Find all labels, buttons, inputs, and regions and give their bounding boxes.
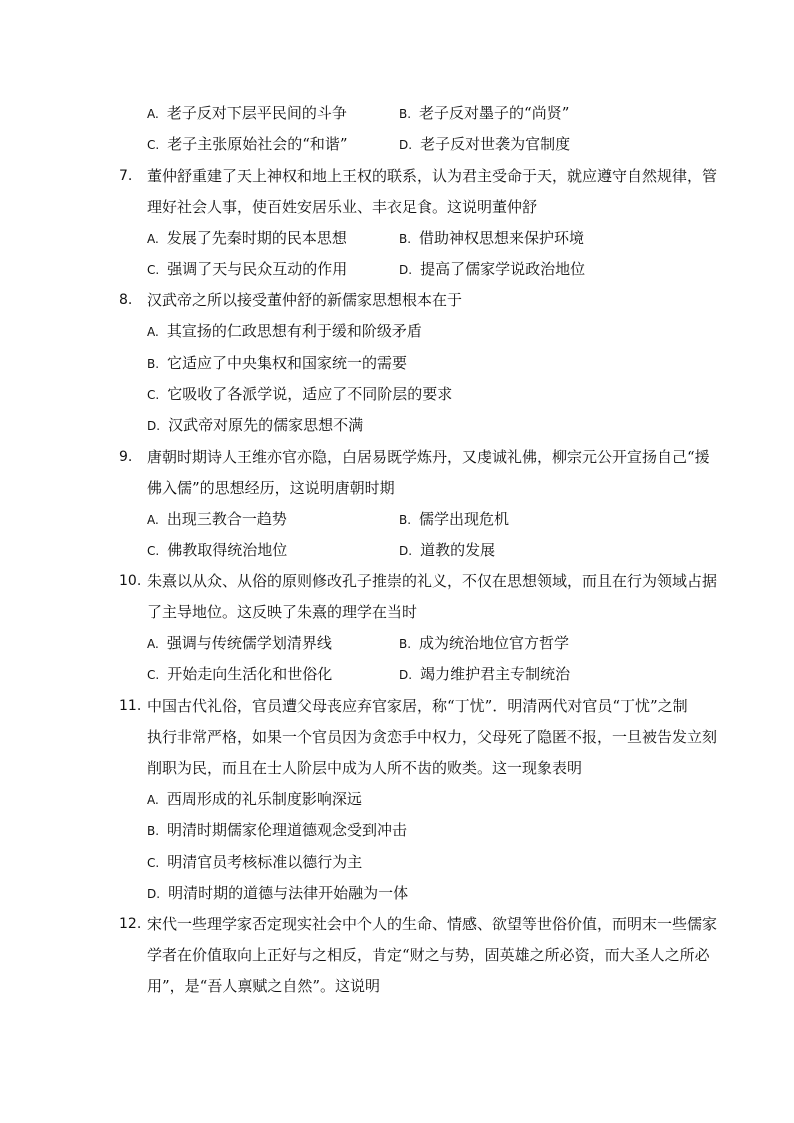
q7-stem-line-1: 董仲舒重建了天上神权和地上王权的联系，认为君主受命于天，就应遵守自然规律，管 xyxy=(147,167,718,185)
q8-option-a-label: A. xyxy=(147,325,159,339)
q7-option-c-text: 强调了天与民众互动的作用 xyxy=(167,260,348,278)
q10-option-b-label: B. xyxy=(399,637,412,651)
q12-stem-line-3: 用”，是“吾人禀赋之自然”。这说明 xyxy=(147,977,381,995)
q12-stem-line-1: 宋代一些理学家否定现实社会中个人的生命、情感、欲望等世俗价值，而明末一些儒家 xyxy=(147,915,718,933)
q8-stem-line-1: 汉武帝之所以接受董仲舒的新儒家思想根本在于 xyxy=(147,291,463,309)
q8-option-b-label: B. xyxy=(147,357,160,371)
q6-option-d[interactable] xyxy=(399,134,570,155)
q9-stem-line-1: 唐朝时期诗人王维亦官亦隐，白居易既学炼丹，又虔诚礼佛，柳宗元公开宣扬自己“援 xyxy=(147,448,710,466)
q11-option-c-label: C. xyxy=(147,856,160,870)
q7-number: 7. xyxy=(119,168,133,184)
q9-option-c-text: 佛教取得统治地位 xyxy=(167,541,288,559)
q7-stem-line-2: 理好社会人事，使百姓安居乐业、丰衣足食。这说明董仲舒 xyxy=(147,198,538,216)
q11-option-a-label: A. xyxy=(147,793,159,807)
q11-option-a[interactable] xyxy=(147,789,362,810)
q8-option-d-label: D. xyxy=(147,419,161,433)
q7-option-c-label: C. xyxy=(147,263,160,277)
q9-stem-line-2: 佛入儒”的思想经历，这说明唐朝时期 xyxy=(147,479,395,497)
q7-option-b-text: 借助神权思想来保护环境 xyxy=(419,229,585,247)
q11-stem-line-3: 削职为民，而且在士人阶层中成为人所不齿的败类。这一现象表明 xyxy=(147,759,583,777)
q10-option-d-text: 竭力维护君主专制统治 xyxy=(420,665,571,683)
q7-option-a[interactable] xyxy=(147,228,347,249)
q11-option-d[interactable] xyxy=(147,883,408,904)
q6-option-a[interactable] xyxy=(147,103,347,124)
q11-option-c-text: 明清官员考核标准以德行为主 xyxy=(167,853,363,871)
q9-option-c-label: C. xyxy=(147,544,160,558)
q6-option-c[interactable] xyxy=(147,134,348,155)
q8-option-b[interactable] xyxy=(147,353,407,374)
q11-stem-line-1: 中国古代礼俗，官员遭父母丧应弃官家居，称“丁忧”．明清两代对官员“丁忧”之制 xyxy=(147,697,688,715)
q10-option-b-text: 成为统治地位官方哲学 xyxy=(419,634,570,652)
q6-option-b-label: B. xyxy=(399,107,412,121)
q9-option-b[interactable] xyxy=(399,509,509,530)
q10-option-d[interactable] xyxy=(399,664,570,685)
q9-number: 9. xyxy=(119,449,133,465)
q11-option-d-label: D. xyxy=(147,887,161,901)
q11-option-b-text: 明清时期儒家伦理道德观念受到冲击 xyxy=(167,821,408,839)
q8-option-c-text: 它吸收了各派学说，适应了不同阶层的要求 xyxy=(167,385,453,403)
q10-option-a-text: 强调与传统儒学划清界线 xyxy=(166,634,332,652)
q10-option-b[interactable] xyxy=(399,633,569,654)
q6-option-b-text: 老子反对墨子的“尚贤” xyxy=(419,104,570,122)
q9-option-a-text: 出现三教合一趋势 xyxy=(166,510,287,528)
q8-option-a-text: 其宣扬的仁政思想有利于缓和阶级矛盾 xyxy=(166,322,422,340)
q9-option-a[interactable] xyxy=(147,509,287,530)
q11-option-b-label: B. xyxy=(147,824,160,838)
q8-option-d[interactable] xyxy=(147,415,363,436)
q6-option-c-text: 老子主张原始社会的“和谐” xyxy=(167,135,348,153)
q6-option-d-label: D. xyxy=(399,138,413,152)
q10-option-a-label: A. xyxy=(147,637,159,651)
q6-option-b[interactable] xyxy=(399,103,569,124)
q6-option-c-label: C. xyxy=(147,138,160,152)
q9-option-c[interactable] xyxy=(147,540,287,561)
q8-option-c[interactable] xyxy=(147,384,452,405)
q6-option-d-text: 老子反对世袭为官制度 xyxy=(420,135,571,153)
q10-option-d-label: D. xyxy=(399,668,413,682)
q10-stem-line-1: 朱熹以从众、从俗的原则修改孔子推崇的礼义，不仅在思想领域，而且在行为领域占据 xyxy=(147,572,718,590)
q9-option-d-text: 道教的发展 xyxy=(420,541,496,559)
q11-option-c[interactable] xyxy=(147,852,362,873)
q7-option-c[interactable] xyxy=(147,259,347,280)
q9-option-b-text: 儒学出现危机 xyxy=(419,510,510,528)
q11-number: 11. xyxy=(119,698,142,714)
q8-option-a[interactable] xyxy=(147,321,422,342)
q7-option-d[interactable] xyxy=(399,259,585,280)
q7-option-d-label: D. xyxy=(399,263,413,277)
q8-option-b-text: 它适应了中央集权和国家统一的需要 xyxy=(167,354,408,372)
q11-option-a-text: 西周形成的礼乐制度影响深远 xyxy=(166,790,362,808)
q10-stem-line-2: 了主导地位。这反映了朱熹的理学在当时 xyxy=(147,603,418,621)
q7-option-d-text: 提高了儒家学说政治地位 xyxy=(420,260,586,278)
q10-option-c-text: 开始走向生活化和世俗化 xyxy=(167,665,333,683)
q9-option-d-label: D. xyxy=(399,544,413,558)
q6-option-a-label: A. xyxy=(147,107,159,121)
q8-number: 8. xyxy=(119,292,133,308)
q9-option-a-label: A. xyxy=(147,513,159,527)
q6-option-a-text: 老子反对下层平民间的斗争 xyxy=(166,104,347,122)
q7-option-b[interactable] xyxy=(399,228,584,249)
q9-option-d[interactable] xyxy=(399,540,495,561)
q11-stem-line-2: 执行非常严格，如果一个官员因为贪恋手中权力，父母死了隐匿不报，一旦被告发立刻 xyxy=(147,728,718,746)
q7-option-b-label: B. xyxy=(399,232,412,246)
q11-option-b[interactable] xyxy=(147,820,407,841)
q11-option-d-text: 明清时期的道德与法律开始融为一体 xyxy=(168,884,409,902)
q10-option-a[interactable] xyxy=(147,633,332,654)
q9-option-b-label: B. xyxy=(399,513,412,527)
q12-stem-line-2: 学者在价值取向上正好与之相反，肯定“财之与势，固英雄之所必资，而大圣人之所必 xyxy=(147,946,710,964)
q8-option-d-text: 汉武帝对原先的儒家思想不满 xyxy=(168,416,364,434)
q10-number: 10. xyxy=(119,573,142,589)
q10-option-c-label: C. xyxy=(147,668,160,682)
q7-option-a-label: A. xyxy=(147,232,159,246)
q8-option-c-label: C. xyxy=(147,388,160,402)
q12-number: 12. xyxy=(119,916,142,932)
q7-option-a-text: 发展了先秦时期的民本思想 xyxy=(166,229,347,247)
q10-option-c[interactable] xyxy=(147,664,332,685)
